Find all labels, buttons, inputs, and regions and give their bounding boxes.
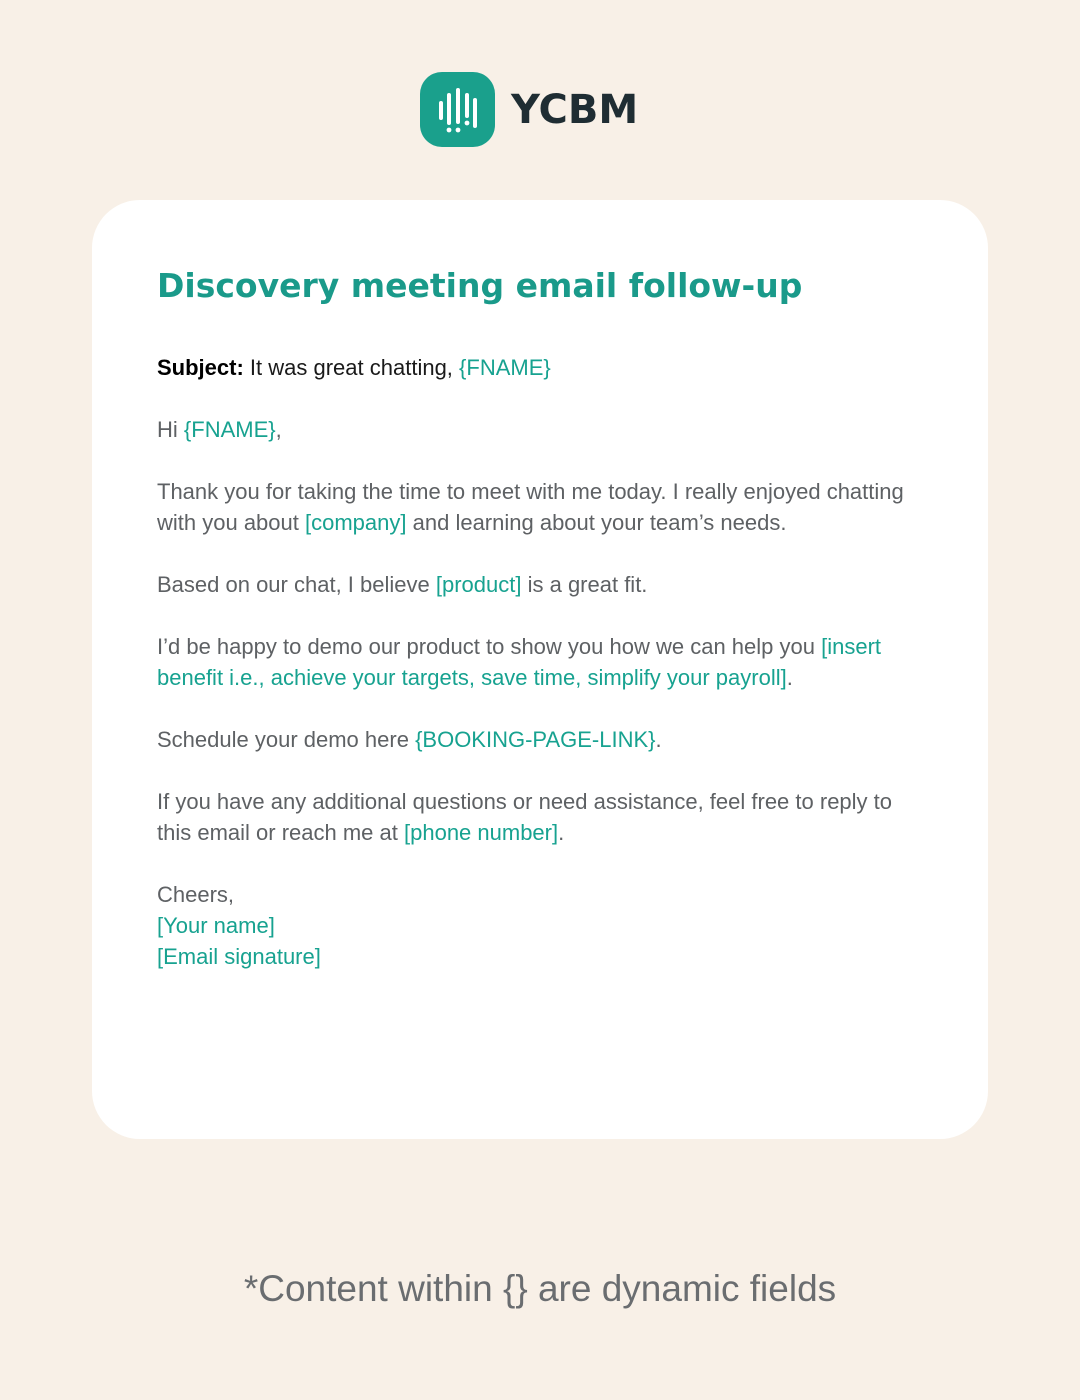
brand-logo bbox=[420, 72, 638, 147]
subject-fname-field: {FNAME} bbox=[459, 355, 551, 380]
your-name-field: [Your name] bbox=[157, 913, 275, 938]
paragraph-schedule-text: Schedule your demo here bbox=[157, 727, 409, 752]
subject-text: It was great chatting, bbox=[249, 355, 453, 380]
greeting-text: Hi bbox=[157, 417, 178, 442]
email-template-card bbox=[92, 200, 988, 1139]
paragraph-thanks-text-a: Thank you for taking the time to meet with me today. I really enjoyed chatting with you about bbox=[157, 479, 904, 535]
sound-bars-icon bbox=[420, 72, 495, 147]
signoff-block bbox=[157, 879, 907, 972]
greeting-punct: , bbox=[275, 417, 282, 442]
paragraph-contact-punct: . bbox=[558, 820, 565, 845]
company-field: [company] bbox=[305, 510, 407, 535]
signoff-text: Cheers, bbox=[157, 882, 235, 907]
paragraph-demo-text: I’d be happy to demo our product to show you how we can help you bbox=[157, 634, 815, 659]
paragraph-contact bbox=[157, 786, 907, 848]
paragraph-fit-text-a: Based on our chat, I believe bbox=[157, 572, 430, 597]
greeting-fname-field: {FNAME} bbox=[183, 417, 276, 442]
phone-number-field: [phone number] bbox=[404, 820, 559, 845]
paragraph-thanks-text-b: and learning about your team’s needs. bbox=[412, 510, 787, 535]
email-signature-field: [Email signature] bbox=[157, 944, 321, 969]
greeting-line bbox=[157, 414, 907, 445]
booking-link-field: {BOOKING-PAGE-LINK} bbox=[415, 727, 656, 752]
paragraph-fit bbox=[157, 569, 907, 600]
paragraph-contact-text: If you have any additional questions or need assistance, feel free to reply to this email or reach me at bbox=[157, 789, 893, 845]
subject-label: Subject: bbox=[157, 355, 244, 380]
benefit-field: [insert benefit i.e., achieve your targets, save time, simplify your payroll] bbox=[157, 634, 882, 690]
paragraph-demo-punct: . bbox=[786, 665, 793, 690]
email-body bbox=[157, 352, 907, 1003]
product-field: [product] bbox=[435, 572, 522, 597]
paragraph-demo bbox=[157, 631, 907, 693]
brand-name: YCBM bbox=[511, 86, 639, 133]
paragraph-thanks bbox=[157, 476, 907, 538]
card-title: Discovery meeting email follow-up bbox=[157, 266, 803, 305]
subject-line bbox=[157, 352, 907, 383]
paragraph-schedule bbox=[157, 724, 907, 755]
dynamic-fields-note: *Content within {} are dynamic fields bbox=[243, 1268, 837, 1309]
paragraph-schedule-punct: . bbox=[655, 727, 662, 752]
paragraph-fit-text-b: is a great fit. bbox=[527, 572, 648, 597]
